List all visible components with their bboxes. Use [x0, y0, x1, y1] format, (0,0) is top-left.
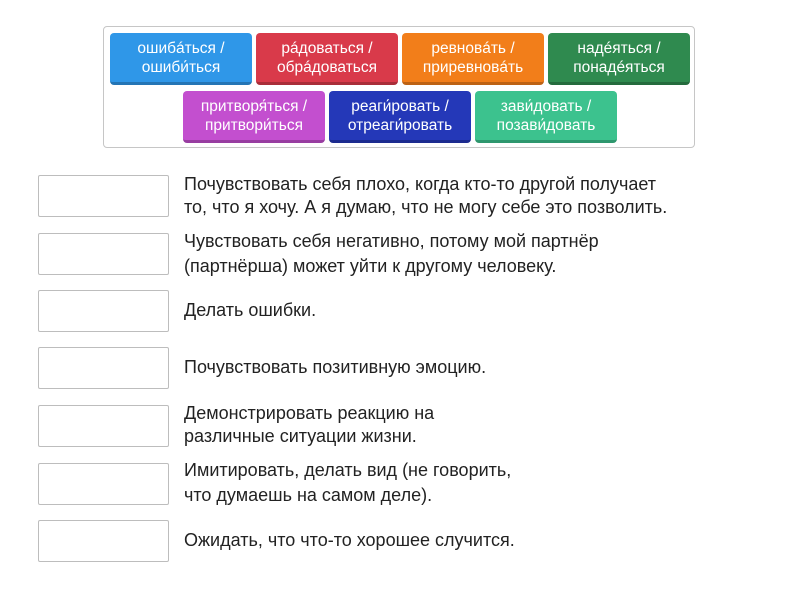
definition-line: то, что я хочу. А я думаю, что не могу себе это позволить.	[184, 197, 668, 217]
definition-4	[184, 356, 784, 379]
definition-line: Почувствовать позитивную эмоцию.	[184, 357, 487, 377]
drop-box-4[interactable]	[38, 347, 169, 389]
tile-revnovat[interactable]	[402, 33, 544, 85]
tile-oshibatsya[interactable]	[110, 33, 252, 85]
definition-line: Почувствовать себя плохо, когда кто-то другой получает	[184, 174, 657, 194]
tile-nadeyatsya[interactable]	[548, 33, 690, 85]
tile-line: надéяться /	[577, 39, 661, 57]
drop-box-6[interactable]	[38, 463, 169, 505]
drop-box-7[interactable]	[38, 520, 169, 562]
definition-1	[184, 173, 784, 219]
definition-5	[184, 402, 784, 448]
definition-7	[184, 529, 784, 552]
drop-box-1[interactable]	[38, 175, 169, 217]
definition-line: Делать ошибки.	[184, 300, 317, 320]
tile-line: понадéяться	[573, 58, 665, 76]
definition-line: (партнёрша) может уйти к другому человеку.	[184, 256, 557, 276]
drop-box-3[interactable]	[38, 290, 169, 332]
word-bank	[103, 26, 695, 148]
definition-line: что думаешь на самом деле).	[184, 485, 433, 505]
tile-line: обрáдоваться	[276, 58, 378, 76]
definition-line: различные ситуации жизни.	[184, 426, 417, 446]
tile-line: зави́довать /	[500, 97, 592, 115]
tile-line: позави́довать	[496, 116, 596, 134]
definition-2	[184, 230, 784, 278]
definition-3	[184, 299, 784, 322]
drop-box-5[interactable]	[38, 405, 169, 447]
definition-line: Демонстрировать реакцию на	[184, 403, 435, 423]
tile-pritvoryatsya[interactable]	[183, 91, 325, 143]
tile-line: ревновáть /	[431, 39, 515, 57]
tile-line: притвори́ться	[204, 116, 304, 134]
tile-line: ошибáться /	[137, 39, 225, 57]
tile-zavidovat[interactable]	[475, 91, 617, 143]
definition-line: Чувствовать себя негативно, потому мой партнёр	[184, 231, 599, 251]
definition-line: Ожидать, что что-то хорошее случится.	[184, 530, 515, 550]
tile-reagirovat[interactable]	[329, 91, 471, 143]
definition-line: Имитировать, делать вид (не говорить,	[184, 460, 512, 480]
drop-box-2[interactable]	[38, 233, 169, 275]
definition-6	[184, 459, 784, 507]
tile-line: ошиби́ться	[141, 58, 221, 76]
tile-line: рáдоваться /	[281, 39, 373, 57]
tile-line: реаги́ровать /	[351, 97, 449, 115]
tile-radovatsya[interactable]	[256, 33, 398, 85]
tile-line: приревновáть	[422, 58, 524, 76]
tile-line: притворя́ться /	[200, 97, 308, 115]
tile-line: отреаги́ровать	[347, 116, 453, 134]
